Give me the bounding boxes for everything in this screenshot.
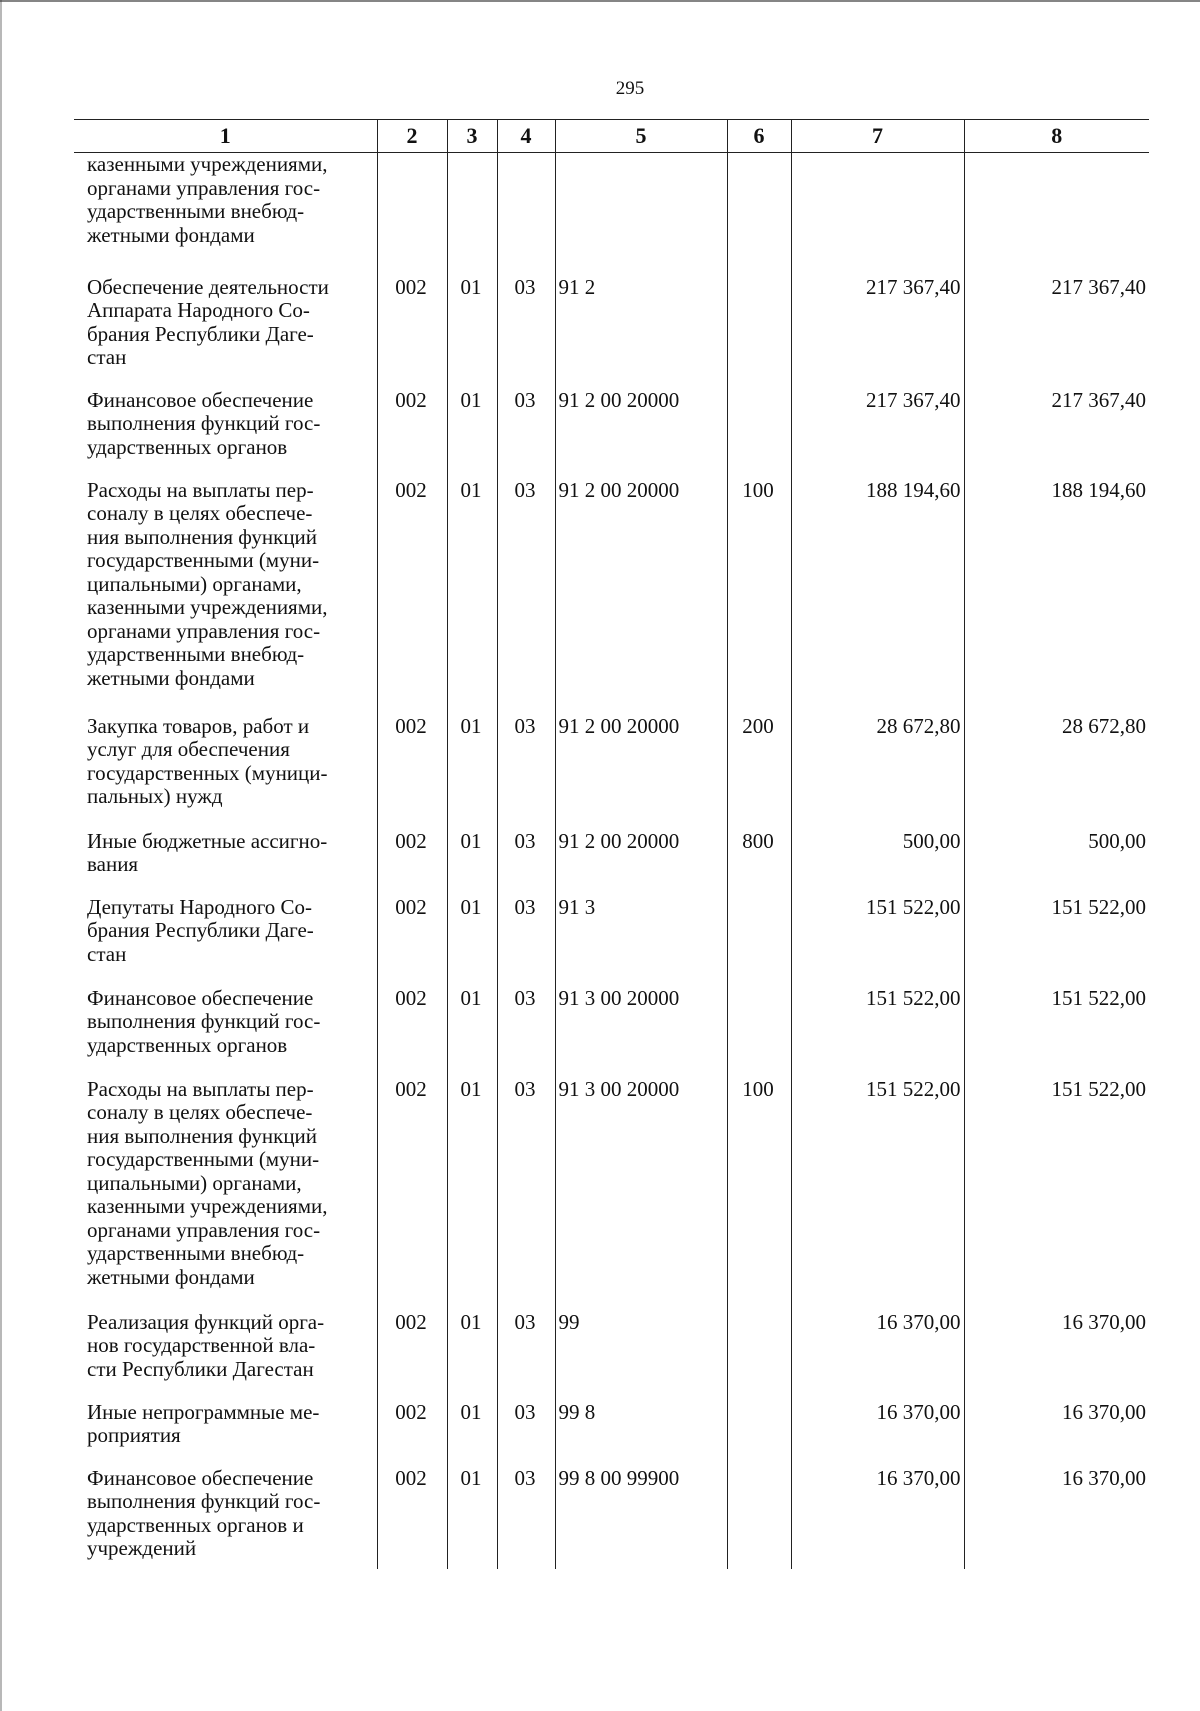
row-name	[74, 830, 377, 896]
cell-amount-2: 16 370,00	[964, 1401, 1149, 1467]
cell-amount-2: 28 672,80	[964, 715, 1149, 830]
cell-ministry: 002	[377, 1311, 447, 1401]
cell-target-article: 91 2 00 20000	[555, 830, 727, 896]
column-header: 3	[447, 120, 497, 153]
cell-expense-type	[727, 153, 791, 276]
cell-amount-1: 188 194,60	[791, 479, 964, 715]
row-name-text: Закупка товаров, работ и услуг для обеспечения государственных (муници- пальных) нужд	[87, 713, 328, 808]
cell-subsection: 03	[497, 276, 555, 389]
cell-amount-1: 151 522,00	[791, 987, 964, 1078]
cell-ministry: 002	[377, 276, 447, 389]
cell-amount-2: 151 522,00	[964, 1078, 1149, 1311]
row-name	[74, 1401, 377, 1467]
cell-amount-1: 16 370,00	[791, 1467, 964, 1569]
cell-ministry: 002	[377, 896, 447, 987]
column-header: 4	[497, 120, 555, 153]
cell-section: 01	[447, 1311, 497, 1401]
row-name	[74, 276, 377, 389]
cell-target-article: 91 3 00 20000	[555, 987, 727, 1078]
cell-section: 01	[447, 1078, 497, 1311]
table-row	[74, 153, 1149, 276]
cell-section	[447, 153, 497, 276]
row-name-text: Иные непрограммные ме- роприятия	[87, 1399, 320, 1447]
scan-edge-top	[0, 0, 1200, 2]
cell-expense-type	[727, 896, 791, 987]
cell-subsection: 03	[497, 389, 555, 479]
cell-target-article	[555, 153, 727, 276]
row-name	[74, 1311, 377, 1401]
cell-amount-1: 151 522,00	[791, 896, 964, 987]
table-row	[74, 896, 1149, 987]
column-header: 2	[377, 120, 447, 153]
cell-amount-2: 16 370,00	[964, 1467, 1149, 1569]
cell-target-article: 91 2	[555, 276, 727, 389]
cell-section: 01	[447, 830, 497, 896]
row-name	[74, 987, 377, 1078]
table-row	[74, 1467, 1149, 1569]
cell-subsection: 03	[497, 1311, 555, 1401]
table-row	[74, 830, 1149, 896]
cell-subsection: 03	[497, 830, 555, 896]
cell-section: 01	[447, 389, 497, 479]
cell-subsection: 03	[497, 1401, 555, 1467]
row-name	[74, 479, 377, 715]
cell-target-article: 91 3	[555, 896, 727, 987]
cell-target-article: 99 8 00 99900	[555, 1467, 727, 1569]
table-row	[74, 715, 1149, 830]
cell-ministry: 002	[377, 715, 447, 830]
row-name-text: Финансовое обеспечение выполнения функций гос- ударственных органов и учреждений	[87, 1465, 321, 1560]
row-name-text: Расходы на выплаты пер- соналу в целях обеспече- ния выполнения функций государственными (муни- ципальными) органами, казенными учреждениями, органами управления гос- ударственными внебюд- жетными фондами	[87, 477, 328, 690]
cell-amount-1: 16 370,00	[791, 1311, 964, 1401]
table-row	[74, 1401, 1149, 1467]
cell-amount-2: 500,00	[964, 830, 1149, 896]
cell-expense-type	[727, 276, 791, 389]
row-name	[74, 1467, 377, 1569]
row-name-text: Обеспечение деятельности Аппарата Народного Со- брания Республики Даге- стан	[87, 274, 329, 369]
table-row	[74, 987, 1149, 1078]
scan-edge-left	[0, 0, 2, 1711]
cell-target-article: 99	[555, 1311, 727, 1401]
cell-ministry: 002	[377, 479, 447, 715]
cell-amount-1: 16 370,00	[791, 1401, 964, 1467]
cell-subsection: 03	[497, 1078, 555, 1311]
row-name-text: Реализация функций орга- нов государственной вла- сти Республики Дагестан	[87, 1309, 325, 1381]
column-header: 8	[964, 120, 1149, 153]
cell-ministry: 002	[377, 1467, 447, 1569]
cell-section: 01	[447, 715, 497, 830]
cell-subsection: 03	[497, 896, 555, 987]
row-name-text: Иные бюджетные ассигно- вания	[87, 828, 328, 876]
cell-amount-1: 28 672,80	[791, 715, 964, 830]
cell-amount-1: 500,00	[791, 830, 964, 896]
column-header: 6	[727, 120, 791, 153]
column-header: 1	[74, 120, 377, 153]
cell-section: 01	[447, 479, 497, 715]
cell-ministry: 002	[377, 1078, 447, 1311]
cell-ministry: 002	[377, 1401, 447, 1467]
cell-amount-1: 217 367,40	[791, 389, 964, 479]
page-number: 295	[615, 78, 645, 99]
row-name-text: казенными учреждениями, органами управления гос- ударственными внебюд- жетными фондами	[87, 152, 328, 247]
table-row	[74, 479, 1149, 715]
cell-amount-1	[791, 153, 964, 276]
cell-amount-2: 217 367,40	[964, 389, 1149, 479]
cell-section: 01	[447, 896, 497, 987]
cell-expense-type: 800	[727, 830, 791, 896]
table-row	[74, 389, 1149, 479]
cell-ministry: 002	[377, 389, 447, 479]
cell-section: 01	[447, 1467, 497, 1569]
cell-expense-type	[727, 1311, 791, 1401]
row-name	[74, 896, 377, 987]
column-header: 7	[791, 120, 964, 153]
table-row	[74, 276, 1149, 389]
cell-expense-type: 100	[727, 479, 791, 715]
cell-section: 01	[447, 276, 497, 389]
budget-table	[74, 119, 1149, 1569]
cell-target-article: 99 8	[555, 1401, 727, 1467]
cell-ministry	[377, 153, 447, 276]
table-row	[74, 1311, 1149, 1401]
cell-amount-2	[964, 153, 1149, 276]
cell-expense-type	[727, 389, 791, 479]
cell-expense-type	[727, 1401, 791, 1467]
cell-section: 01	[447, 987, 497, 1078]
cell-expense-type	[727, 1467, 791, 1569]
column-header: 5	[555, 120, 727, 153]
row-name-text: Финансовое обеспечение выполнения функций гос- ударственных органов	[87, 985, 321, 1057]
table-header-row	[74, 120, 1149, 153]
row-name-text: Депутаты Народного Со- брания Республики Даге- стан	[87, 894, 314, 966]
cell-ministry: 002	[377, 987, 447, 1078]
cell-amount-1: 151 522,00	[791, 1078, 964, 1311]
cell-amount-2: 151 522,00	[964, 896, 1149, 987]
cell-amount-2: 217 367,40	[964, 276, 1149, 389]
table-row	[74, 1078, 1149, 1311]
cell-expense-type: 100	[727, 1078, 791, 1311]
row-name-text: Расходы на выплаты пер- соналу в целях обеспече- ния выполнения функций государственными (муни- ципальными) органами, казенными учреждениями, органами управления гос- ударственными внебюд- жетными фондами	[87, 1076, 328, 1289]
row-name	[74, 153, 377, 276]
row-name	[74, 1078, 377, 1311]
row-name-text: Финансовое обеспечение выполнения функций гос- ударственных органов	[87, 387, 321, 459]
cell-target-article: 91 2 00 20000	[555, 715, 727, 830]
cell-target-article: 91 2 00 20000	[555, 389, 727, 479]
cell-ministry: 002	[377, 830, 447, 896]
cell-section: 01	[447, 1401, 497, 1467]
cell-subsection	[497, 153, 555, 276]
cell-amount-1: 217 367,40	[791, 276, 964, 389]
row-name	[74, 389, 377, 479]
cell-amount-2: 188 194,60	[964, 479, 1149, 715]
cell-target-article: 91 2 00 20000	[555, 479, 727, 715]
cell-subsection: 03	[497, 715, 555, 830]
cell-amount-2: 16 370,00	[964, 1311, 1149, 1401]
cell-subsection: 03	[497, 479, 555, 715]
row-name	[74, 715, 377, 830]
cell-target-article: 91 3 00 20000	[555, 1078, 727, 1311]
cell-subsection: 03	[497, 1467, 555, 1569]
cell-expense-type: 200	[727, 715, 791, 830]
cell-amount-2: 151 522,00	[964, 987, 1149, 1078]
cell-expense-type	[727, 987, 791, 1078]
cell-subsection: 03	[497, 987, 555, 1078]
